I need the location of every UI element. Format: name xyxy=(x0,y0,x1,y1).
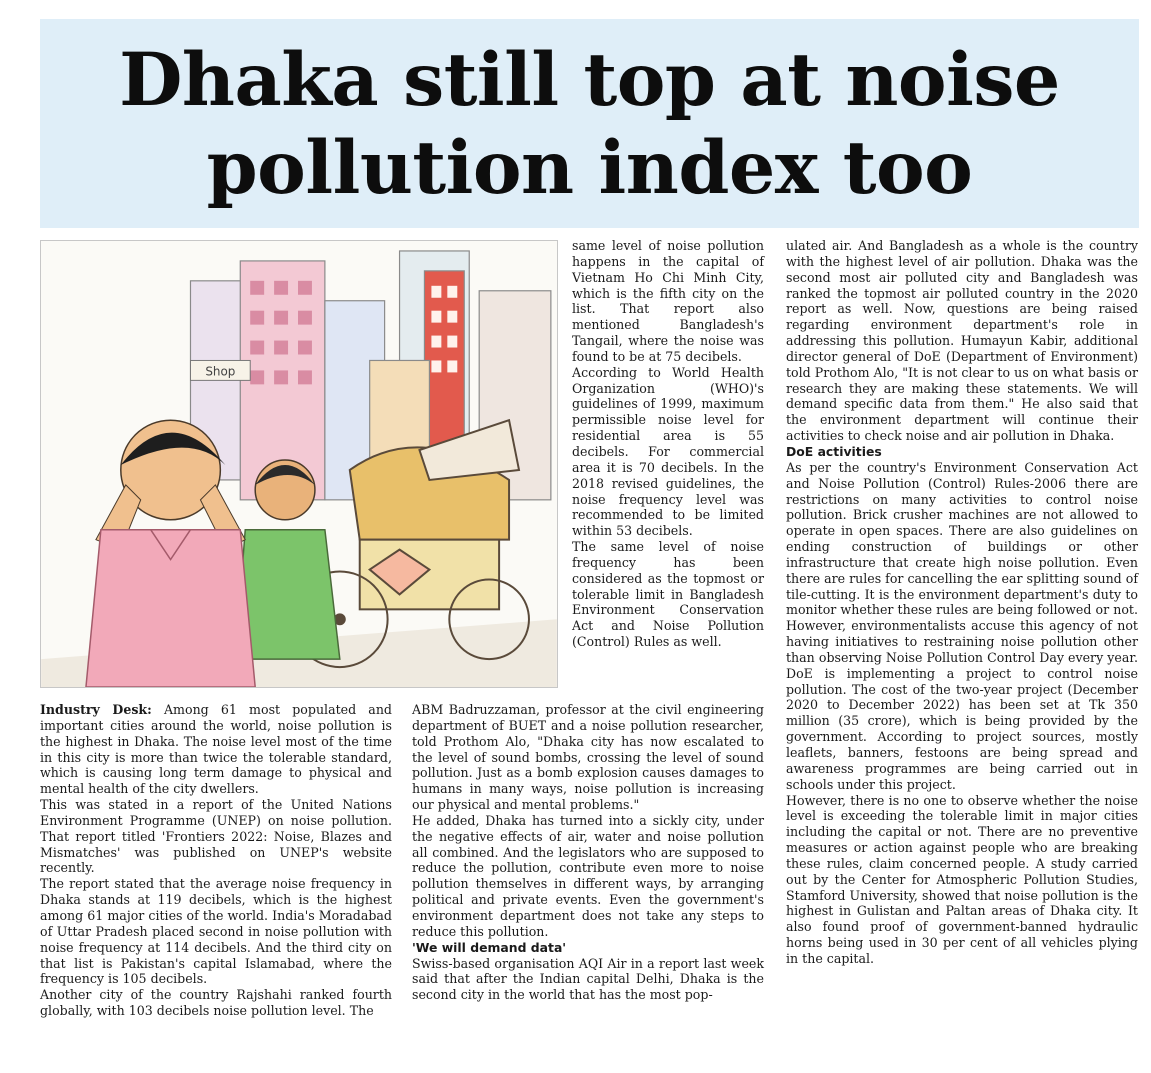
paragraph: ABM Badruzzaman, professor at the civil engineering department of BUET and a noise pollution researcher, told Prothom Alo, "Dhaka city has now escalated to the level of sound bombs, crossing the level of sound pollution. Just as a bomb explosion causes damages to humans in many ways, noise pollution is increasing our physical and mental problems." xyxy=(412,702,764,813)
paragraph: Another city of the country Rajshahi ranked fourth globally, with 103 decibels noise pollution level. The xyxy=(40,987,392,1019)
subheading: DoE activities xyxy=(786,443,882,459)
subheading: 'We will demand data' xyxy=(412,939,567,955)
paragraph: According to World Health Organization (WHO)'s guidelines of 1999, maximum permissible noise level for residential area is 55 decibels. For commercial area it is 70 decibels. In the 2018 revised guidelines, the noise frequency level was recommended to be limited within 53 decibels. xyxy=(572,364,764,539)
shop-sign-text: Shop xyxy=(205,364,236,379)
paragraph: The same level of noise frequency has been considered as the topmost or tolerable limit in Bangladesh Environment Conservation Act and Noise Pollution (Control) Rules as well. xyxy=(572,539,764,650)
cartoon-illustration xyxy=(40,240,558,688)
paragraph: This was stated in a report of the United Nations Environment Programme (UNEP) on noise pollution. That report titled 'Frontiers 2022: Noise, Blazes and Mismatches' was published on UNEP's website recently. xyxy=(40,797,392,876)
article-column-1 xyxy=(40,702,392,1019)
article-column-4 xyxy=(786,238,1138,967)
child-pink-shirt xyxy=(86,530,255,687)
dateline: Industry Desk: xyxy=(40,702,152,717)
paragraph-intro xyxy=(40,702,392,797)
paragraph: ulated air. And Bangladesh as a whole is the country with the highest level of air pollution. Dhaka was the second most air polluted city and Bangladesh was ranked the topmost air polluted country in the 2020 report as well. Now, questions are being raised regarding environment department's role in addressing this pollution. Humayun Kabir, additional director general of DoE (Department of Environment) told Prothom Alo, "It is not clear to us on what basis or research they are making these statements. We will demand specific data from them." He also said that the environment department will continue their activities to check noise and air pollution in Dhaka. xyxy=(786,238,1138,444)
article-column-narrow xyxy=(572,238,764,650)
paragraph: Swiss-based organisation AQI Air in a report last week said that after the Indian capital Delhi, Dhaka is the second city in the world that has the most pop- xyxy=(412,955,764,1003)
paragraph: same level of noise pollution happens in the capital of Vietnam Ho Chi Minh City, which is the fifth city on the list. That report also mentioned Bangladesh's Tangail, where the noise was found to be at 75 decibels. xyxy=(572,238,764,364)
paragraph: As per the country's Environment Conservation Act and Noise Pollution (Control) Rules-2006 there are restrictions on many activities to control noise pollution. Brick crusher machines are not allowed to operate in open spaces. There are also guidelines on ending construction of buildings or other infrastructure that create high noise pollution. Even there are rules for cancelling the ear splitting sound of tile-cutting. It is the environment department's duty to monitor whether these rules are being followed or not. However, environmentalists accuse this agency of not having initiatives to restraining noise pollution other than observing Noise Pollution Control Day every year. DoE is implementing a project to control noise pollution. The cost of the two-year project (December 2020 to December 2022) has been set at Tk 350 million (35 crore), which is being provided by the government. According to project sources, mostly leaflets, banners, festoons are being spread and awareness programmes are being carried out in schools under this project. xyxy=(786,459,1138,792)
paragraph: However, there is no one to observe whether the noise level is exceeding the tolerable limit in major cities including the capital or not. There are no preventive measures or action against people who are breaking these rules, claim concerned people. A study carried out by the Center for Atmospheric Pollution Studies, Stamford University, showed that noise pollution is the highest in Gulistan and Paltan areas of Dhaka city. It also found proof of government-banned hydraulic horns being used in 30 per cent of all vehicles plying in the capital. xyxy=(786,792,1138,966)
headline-banner xyxy=(40,19,1139,228)
paragraph: He added, Dhaka has turned into a sickly city, under the negative effects of air, water and noise pollution all combined. And the legislators who are supposed to reduce the pollution, contribute even more to noise pollution themselves in different ways, by arranging political and private events. Even the government's environment department does not take any steps to reduce this pollution. xyxy=(412,812,764,939)
headline-line-1: Dhaka still top at noise xyxy=(119,36,1060,123)
headline-line-2: pollution index too xyxy=(206,124,973,211)
article-column-2 xyxy=(412,702,764,1003)
paragraph: The report stated that the average noise frequency in Dhaka stands at 119 decibels, which is the highest among 61 major cities of the world. India's Moradabad of Uttar Pradesh placed second in noise pollution with noise frequency at 114 decibels. And the third city on that list is Pakistan's capital Islamabad, where the frequency is 105 decibels. xyxy=(40,876,392,987)
intro-text: Among 61 most populated and important cities around the world, noise pollution is the highest in Dhaka. The noise level most of the time in this city is more than twice the tolerable standard, which is causing long term damage to physical and mental health of the city dwellers. xyxy=(40,702,392,797)
